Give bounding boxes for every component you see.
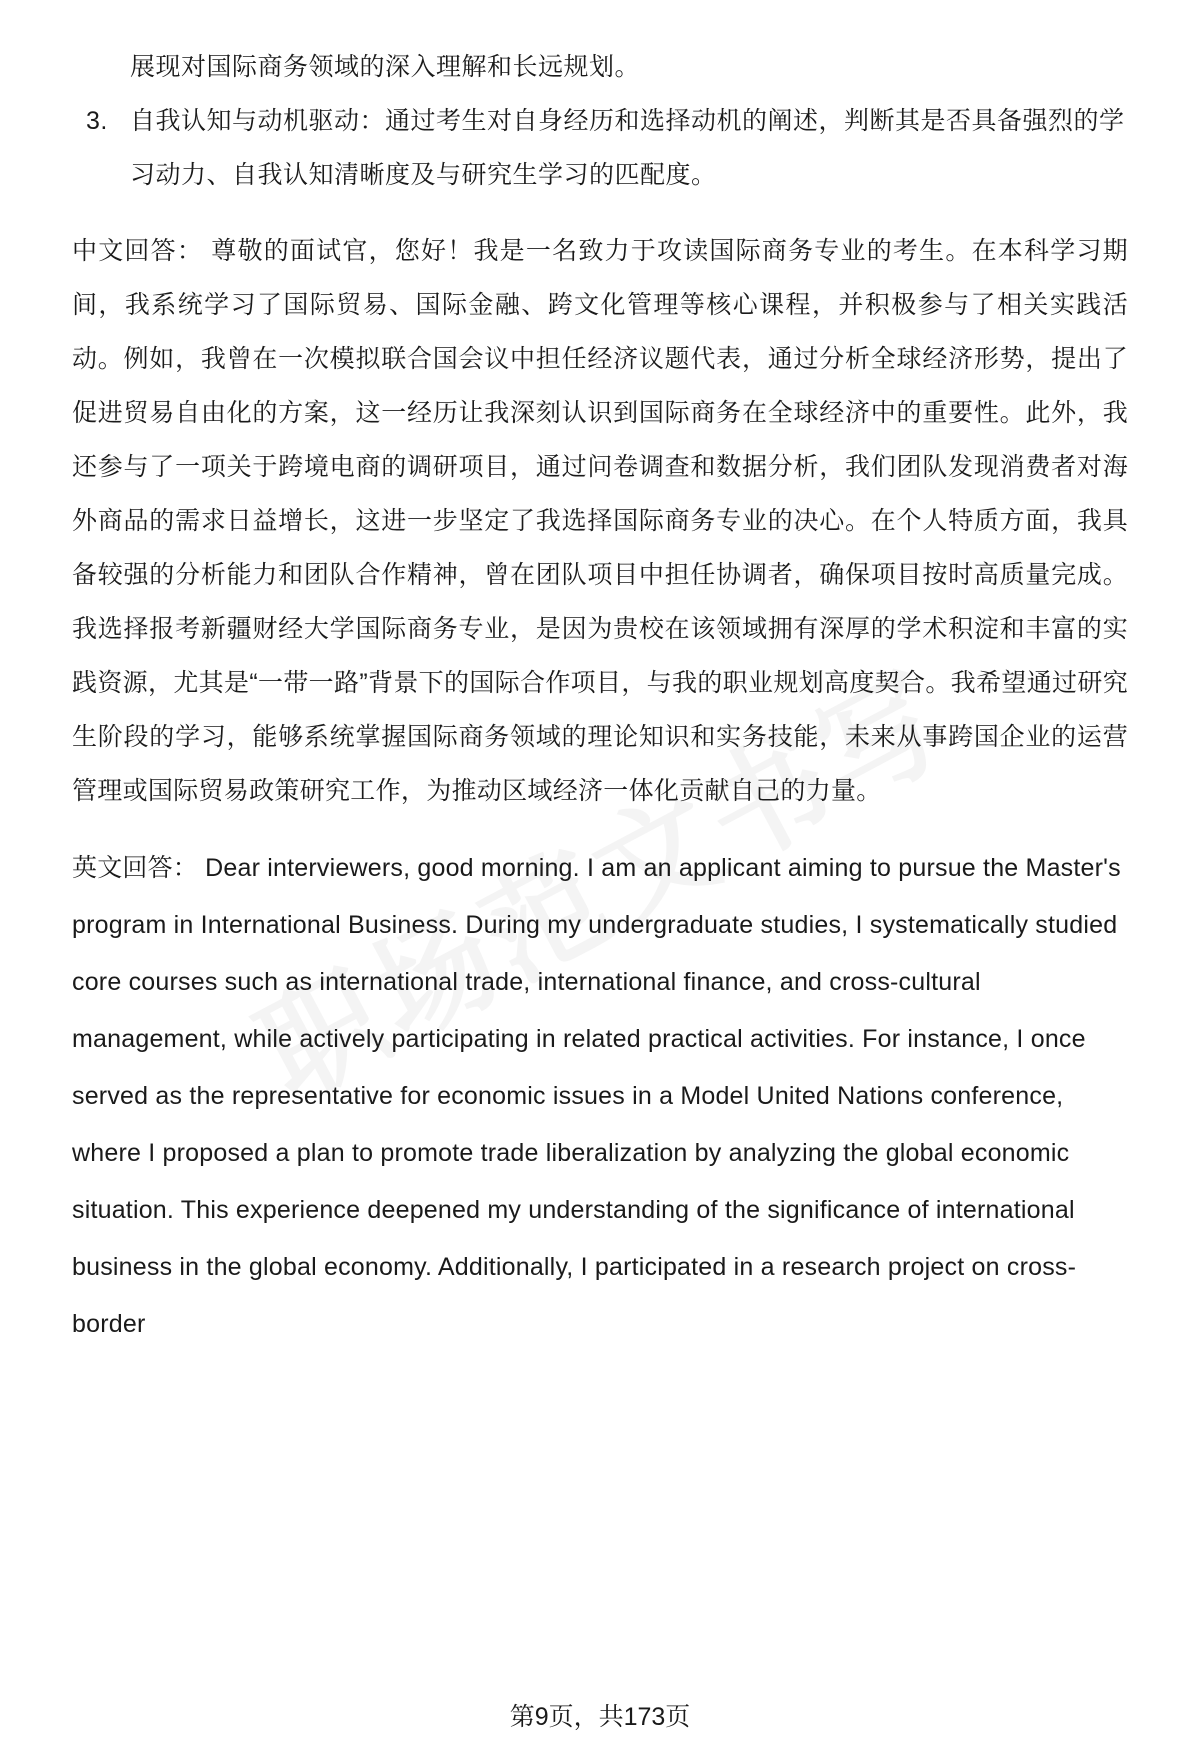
list-item-marker: 3. bbox=[86, 107, 108, 135]
english-answer-text: Dear interviewers, good morning. I am an applicant aiming to pursue the Master's program in International Business. During my undergraduate studies, I systematically studied core courses such as international trade, international finance, and cross-cultural management, while actively participating in related practical activities. For instance, I once served as the representative for economic issues in a Model United Nations conference, where I proposed a plan to promote trade liberalization by analyzing the global economic situation. This experience deepened my understanding of the significance of international business in the global economy. Additionally, I participated in a research project on cross-border bbox=[72, 854, 1121, 1338]
page-footer: 第9页，共173页 bbox=[509, 1703, 691, 1731]
list-item bbox=[72, 94, 1128, 202]
chinese-answer-label: 中文回答： bbox=[72, 237, 204, 265]
english-answer-paragraph bbox=[72, 840, 1128, 1353]
english-answer-label: 英文回答： bbox=[72, 854, 199, 882]
numbered-list bbox=[72, 94, 1128, 202]
list-item-text: 自我认知与动机驱动：通过考生对自身经历和选择动机的阐述，判断其是否具备强烈的学习动力、自我认知清晰度及与研究生学习的匹配度。 bbox=[130, 107, 1125, 189]
page-content bbox=[72, 40, 1128, 1353]
list-continuation-text: 展现对国际商务领域的深入理解和长远规划。 bbox=[130, 53, 641, 81]
chinese-answer-paragraph bbox=[72, 224, 1128, 818]
chinese-answer-text: 尊敬的面试官，您好！我是一名致力于攻读国际商务专业的考生。在本科学习期间，我系统学习了国际贸易、国际金融、跨文化管理等核心课程，并积极参与了相关实践活动。例如，我曾在一次模拟联合国会议中担任经济议题代表，通过分析全球经济形势，提出了促进贸易自由化的方案，这一经历让我深刻认识到国际商务在全球经济中的重要性。此外，我还参与了一项关于跨境电商的调研项目，通过问卷调查和数据分析，我们团队发现消费者对海外商品的需求日益增长，这进一步坚定了我选择国际商务专业的决心。在个人特质方面，我具备较强的分析能力和团队合作精神，曾在团队项目中担任协调者，确保项目按时高质量完成。我选择报考新疆财经大学国际商务专业，是因为贵校在该领域拥有深厚的学术积淀和丰富的实践资源，尤其是“一带一路”背景下的国际合作项目，与我的职业规划高度契合。我希望通过研究生阶段的学习，能够系统掌握国际商务领域的理论知识和实务技能，未来从事跨国企业的运营管理或国际贸易政策研究工作，为推动区域经济一体化贡献自己的力量。 bbox=[72, 237, 1128, 805]
